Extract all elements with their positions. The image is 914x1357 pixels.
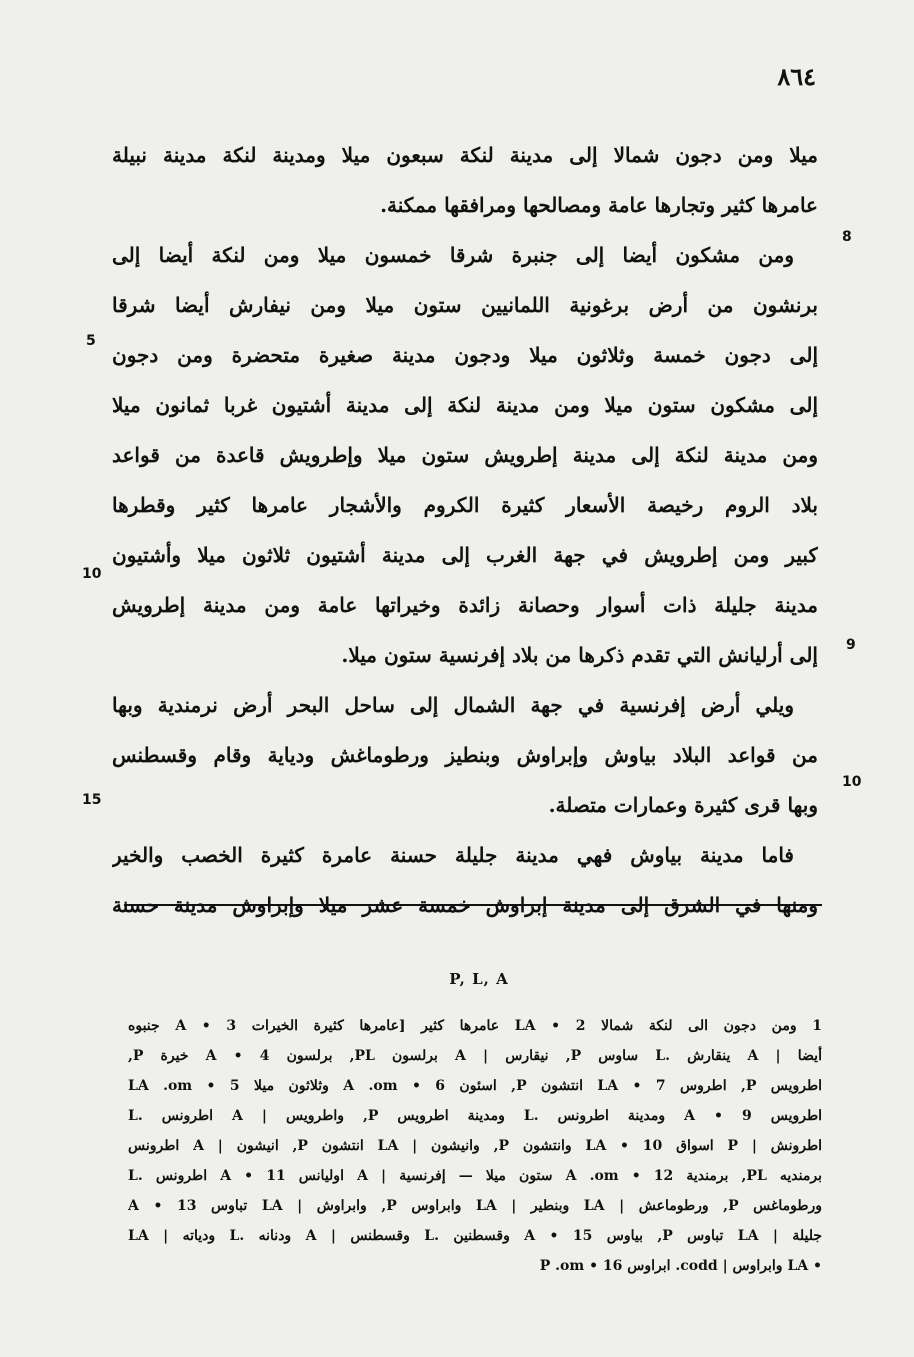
text-line: إلى مشكون ستون ميلا ومن مدينة لنكة إلى مدينة أشتيون غربا ثمانون ميلا bbox=[112, 393, 818, 417]
critical-apparatus bbox=[128, 1012, 822, 1282]
page-number: ٨٦٤ bbox=[777, 62, 816, 91]
manuscript-sigla: P, L, A bbox=[449, 970, 509, 988]
line-number: 15 bbox=[82, 792, 102, 808]
text-line: وبها قرى كثيرة وعمارات متصلة. bbox=[548, 793, 818, 817]
text-line: برنشون من أرض برغونية اللمانيين ستون ميلا ومن نيفارش أيضا شرقا bbox=[112, 293, 818, 317]
apparatus-line: اطرونش | P اسواق 10 • LA وانتشون P, وانيشون | LA انتشون P, انيشون | A اطرونس bbox=[128, 1138, 822, 1154]
text-line: ومن مشكون أيضا إلى جنبرة شرقا خمسون ميلا ومن لنكة أيضا إلى bbox=[112, 243, 794, 267]
apparatus-line: ورطوماغس P, ورطوماعش | LA وبنطير | LA وابراوس P, وابراوش | LA تباوس 13 • A bbox=[128, 1198, 822, 1214]
text-line: من قواعد البلاد بياوش وإبراوش وبنطيز ورطوماغش ودياية وقام وقسطنس bbox=[112, 743, 818, 767]
apparatus-line: • LA وابراوس | codd. ابراوس 16 • P .om bbox=[539, 1258, 822, 1274]
line-number: 10 bbox=[82, 566, 102, 582]
line-number: 5 bbox=[86, 333, 96, 349]
text-line: ومنها في الشرق إلى مدينة إبراوش خمسة عشر ميلا وإبراوش مدينة حسنة bbox=[112, 893, 818, 917]
text-line: إلى دجون خمسة وثلاثون ميلا ودجون مدينة صغيرة متحضرة ومن دجون bbox=[112, 343, 818, 367]
paragraph-number: 10 bbox=[842, 774, 862, 790]
text-line: إلى أرليانش التي تقدم ذكرها من بلاد إفرنسية ستون ميلا. bbox=[341, 643, 818, 667]
apparatus-line: اطرويس P, اطروس 7 • LA انتشون P, اسئون 6 • A .om وثلاثون ميلا 5 • LA .om bbox=[128, 1078, 822, 1094]
text-line: فاما مدينة بياوش فهي مدينة جليلة حسنة عامرة كثيرة الخصب والخير bbox=[112, 843, 794, 867]
apparatus-line: أيضا | A ينقارش .L ساوس P, نيقارس | A برلسون PL, برلسون 4 • A خيرة P, bbox=[128, 1048, 822, 1064]
text-line: ويلي أرض إفرنسية في جهة الشمال إلى ساحل البحر أرض نرمندية وبها bbox=[112, 693, 794, 717]
apparatus-line: جليلة | LA تباوس P, بياوس 15 • A وقسطنين .L وقسطنس | A ودنانه .L ودياته | LA bbox=[128, 1228, 822, 1244]
text-line: كبير ومن إطرويش في جهة الغرب إلى مدينة أشتيون ثلاثون ميلا وأشتيون bbox=[112, 543, 818, 567]
text-line: بلاد الروم رخيصة الأسعار كثيرة الكروم والأشجار عامرها كثير وقطرها bbox=[112, 493, 818, 517]
text-line: ميلا ومن دجون شمالا إلى مدينة لنكة سبعون ميلا ومدينة لنكة مدينة نبيلة bbox=[112, 143, 818, 167]
paragraph-number: 9 bbox=[846, 637, 856, 653]
text-line: عامرها كثير وتجارها عامة ومصالحها ومرافقها ممكنة. bbox=[380, 193, 818, 217]
text-line: مدينة جليلة ذات أسوار وحصانة زائدة وخيراتها عامة ومن مدينة إطرويش bbox=[112, 593, 818, 617]
paragraph-number: 8 bbox=[842, 229, 852, 245]
footnote-divider bbox=[124, 904, 822, 906]
apparatus-line: اطرويس 9 • A ومدينة اطرونس .L ومدينة اطرويس P, واطرويس | A اطرونس .L bbox=[128, 1108, 822, 1124]
apparatus-line: برمنديه PL, برمندية 12 • A .om ستون ميلا — إفرنسية | A اوليانس 11 • A اطرونس .L bbox=[128, 1168, 822, 1184]
main-text-block bbox=[112, 132, 818, 932]
apparatus-line: 1 ومن دجون الى لنكة شمالا LA • 2 عامرها كثير [عامرها كثيرة الخيرات A • 3 جنبوه bbox=[128, 1018, 822, 1034]
text-line: ومن مدينة لنكة إلى مدينة إطرويش ستون ميلا وإطرويش قاعدة من قواعد bbox=[112, 443, 818, 467]
